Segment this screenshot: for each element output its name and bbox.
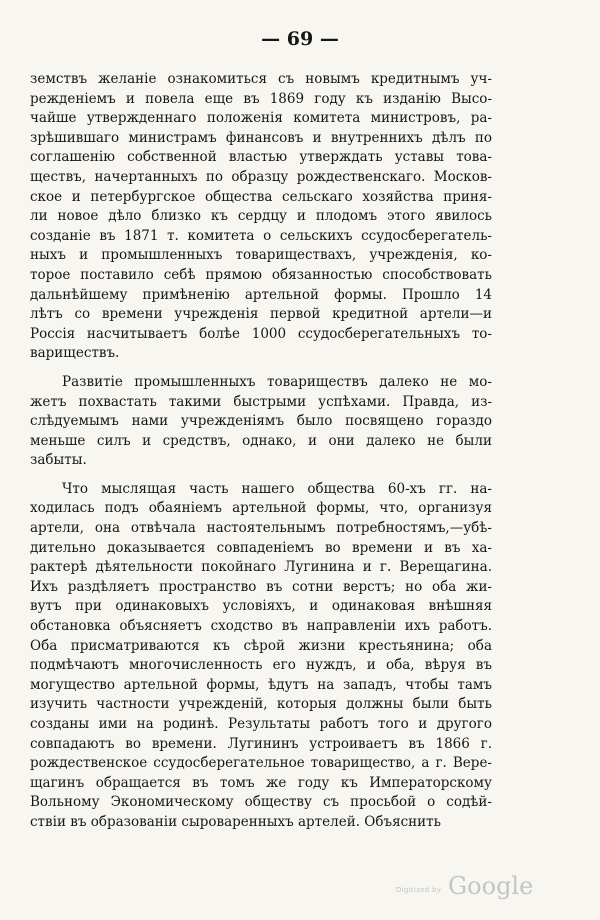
text-line: ли новое дѣло близко къ сердцу и плодомъ этого явилось: [30, 208, 492, 225]
text-line: ныхъ и промышленныхъ товариществахъ, учрежденія, ко-: [30, 247, 492, 264]
digitized-watermark: [396, 872, 556, 906]
paragraph: [30, 373, 492, 471]
text-line: ское и петербургское общества сельскаго хозяйства приня-: [30, 188, 492, 205]
text-line: дальнѣйшему примѣненію артельной формы. Прошло 14: [30, 286, 492, 303]
text-line: торое поставило себѣ прямою обязанностью способствовать: [30, 266, 492, 283]
page-number: — 69 —: [261, 28, 339, 50]
text-line: забыты.: [30, 452, 87, 469]
text-line: ствіи въ образованіи сыроваренныхъ артелей. Объяснить: [30, 813, 441, 830]
paragraph-gap: [30, 471, 492, 480]
paragraph: [30, 70, 492, 364]
text-line: созданіе въ 1871 т. комитета о сельскихъ ссудосберегатель-: [30, 227, 492, 244]
text-line: Вольному Экономическому обществу съ просьбой о содѣй-: [30, 794, 492, 811]
paragraph: [30, 480, 492, 833]
text-line: меньше силъ и средствъ, однако, и они далеко не были: [30, 432, 492, 449]
text-line: изучить частности учрежденій, которыя должны были быть: [30, 696, 492, 713]
text-line: щагинъ обращается въ томъ же году къ Императорскому: [30, 774, 492, 791]
text-line: подмѣчаютъ многочисленность его нуждъ, и оба, вѣруя въ: [30, 657, 492, 674]
text-line: зрѣшившаго министрамъ финансовъ и внутреннихъ дѣлъ по: [30, 129, 492, 146]
text-line: лѣтъ со времени учрежденія первой кредитной артели—и: [30, 306, 492, 323]
text-line: Ихъ раздѣляетъ пространство въ сотни верстъ; но оба жи-: [30, 578, 492, 595]
text-line: рождественское ссудосберегательное товарищество, а г. Вере-: [30, 755, 492, 772]
text-line: чайше утвержденнаго положенія комитета министровъ, ра-: [30, 110, 492, 127]
text-line: рактерѣ дѣятельности покойнаго Лугинина и г. Верещагина.: [30, 559, 492, 576]
text-line: Что мыслящая часть нашего общества 60-хъ гг. на-: [62, 480, 492, 497]
text-line: Развитіе промышленныхъ товариществъ далеко не мо-: [62, 373, 492, 390]
text-line: вариществъ.: [30, 345, 120, 362]
google-logo: Google: [448, 872, 534, 900]
text-line: Россія насчитываетъ болѣе 1000 ссудосберегательныхъ то-: [30, 325, 492, 342]
text-line: слѣдуемымъ нами учрежденіямъ было посвящено гораздо: [30, 413, 492, 430]
text-line: жетъ похвастать такими быстрыми успѣхами. Правда, из-: [30, 393, 492, 410]
text-line: дительно доказывается совпаденіемъ во времени и въ ха-: [30, 539, 492, 556]
text-line: Оба присматриваются къ сѣрой жизни крестьянина; оба: [30, 637, 492, 654]
text-line: вутъ при одинаковыхъ условіяхъ, и одинаковая внѣшняя: [30, 598, 492, 615]
text-line: ходилась подъ обаяніемъ артельной формы, что, организуя: [30, 500, 492, 517]
body-text: [30, 70, 492, 833]
paragraph-gap: [30, 364, 492, 373]
text-line: земствъ желаніе ознакомиться съ новымъ кредитнымъ уч-: [30, 71, 492, 87]
text-line: ществъ, начертанныхъ по образцу рождественскаго. Москов-: [30, 168, 492, 185]
text-line: режденіемъ и повела еще въ 1869 году къ изданію Высо-: [30, 90, 492, 107]
watermark-caption: Digitized by: [396, 886, 442, 894]
text-line: созданы ими на родинѣ. Результаты работъ того и другого: [30, 716, 492, 732]
text-line: обстановка объясняетъ сходство въ направленіи ихъ работъ.: [30, 618, 492, 635]
text-line: артели, она отвѣчала настоятельнымъ потребностямъ,—убѣ-: [30, 520, 492, 537]
text-line: совпадаютъ во времени. Лугининъ устроиваетъ въ 1866 г.: [30, 735, 492, 752]
text-line: могущество артельной формы, ѣдутъ на западъ, чтобы тамъ: [30, 676, 492, 693]
text-line: соглашенію собственной властью утверждать уставы това-: [30, 149, 492, 166]
